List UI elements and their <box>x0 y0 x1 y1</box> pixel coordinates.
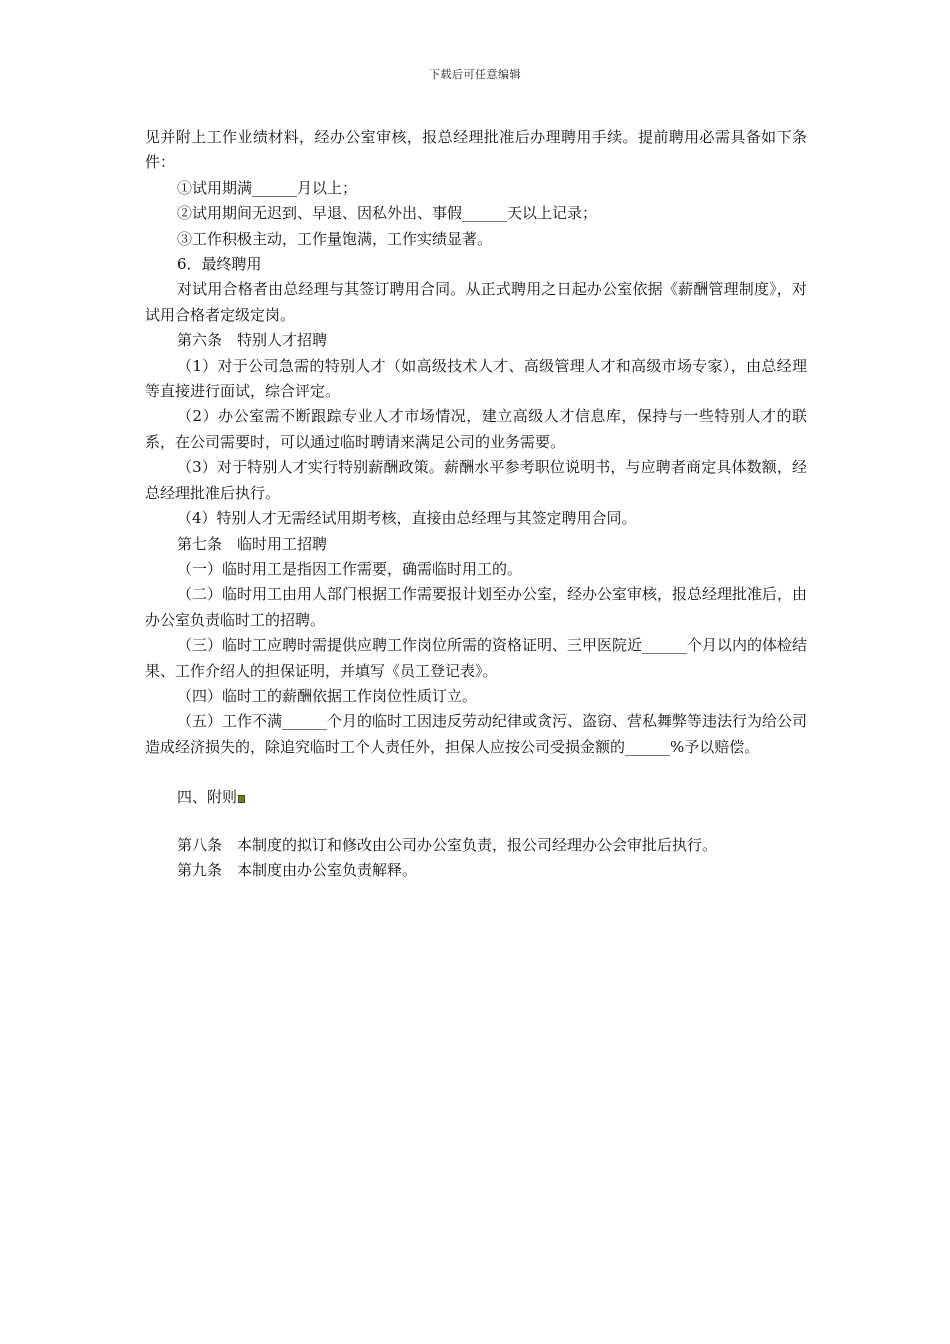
article-7-item-3: （三）临时工应聘时需提供应聘工作岗位所需的资格证明、三甲医院近______个月以内的体检结果、工作介绍人的担保证明，并填写《员工登记表》。 <box>145 636 808 680</box>
article-7-item-4: （四）临时工的薪酬依据工作岗位性质订立。 <box>177 686 478 705</box>
condition-item-1: ①试用期满______月以上； <box>177 178 358 197</box>
document-body <box>145 125 807 883</box>
section-heading-appendix-text: 四、附则 <box>177 788 238 807</box>
spacer <box>145 811 807 833</box>
section-heading-final-hiring: 6．最终聘用 <box>177 255 262 274</box>
article-heading-7: 第七条 临时用工招聘 <box>177 534 328 553</box>
page-header: 下载后可任意编辑 <box>429 68 521 81</box>
article-7-item-2: （二）临时用工由用人部门根据工作需要报计划至办公室，经办公室审核，报总经理批准后，由办公室负责临时工的招聘。 <box>145 585 808 629</box>
spacer <box>145 760 807 785</box>
article-6-item-1: （1）对于公司急需的特别人才（如高级技术人才、高级管理人才和高级市场专家），由总经理等直接进行面试，综合评定。 <box>145 356 807 401</box>
paragraph-continuation: 见并附上工作业绩材料，经办公室审核，报总经理批准后办理聘用手续。提前聘用必需具备如下条件： <box>145 128 807 172</box>
condition-item-2: ②试用期间无迟到、早退、因私外出、事假______天以上记录； <box>177 204 598 223</box>
section-heading-appendix <box>145 785 807 810</box>
article-9: 第九条 本制度由办公室负责解释。 <box>177 860 418 879</box>
article-heading-6: 第六条 特别人才招聘 <box>177 331 328 350</box>
article-6-item-2: （2）办公室需不断跟踪专业人才市场情况，建立高级人才信息库，保持与一些特别人才的联系，在公司需要时，可以通过临时聘请来满足公司的业务需要。 <box>145 407 807 451</box>
article-7-item-5: （五）工作不满______个月的临时工因违反劳动纪律或贪污、盗窃、营私舞弊等违法行为给公司造成经济损失的，除追究临时工个人责任外，担保人应按公司受损金额的______%予以赔偿。 <box>145 712 808 756</box>
article-7-item-1: （一）临时用工是指因工作需要，确需临时用工的。 <box>177 559 523 578</box>
article-6-item-3: （3）对于特别人才实行特别薪酬政策。薪酬水平参考职位说明书，与应聘者商定具体数额，经总经理批准后执行。 <box>145 458 807 502</box>
anchor-mark-icon <box>238 795 245 803</box>
article-8: 第八条 本制度的拟订和修改由公司办公室负责，报公司经理办公会审批后执行。 <box>177 835 718 854</box>
article-6-item-4: （4）特别人才无需经试用期考核，直接由总经理与其签定聘用合同。 <box>177 509 637 528</box>
paragraph-final-hiring: 对试用合格者由总经理与其签订聘用合同。从正式聘用之日起办公室依据《薪酬管理制度》，对试用合格者定级定岗。 <box>145 280 807 324</box>
condition-item-3: ③工作积极主动，工作量饱满，工作实绩显著。 <box>177 229 493 248</box>
